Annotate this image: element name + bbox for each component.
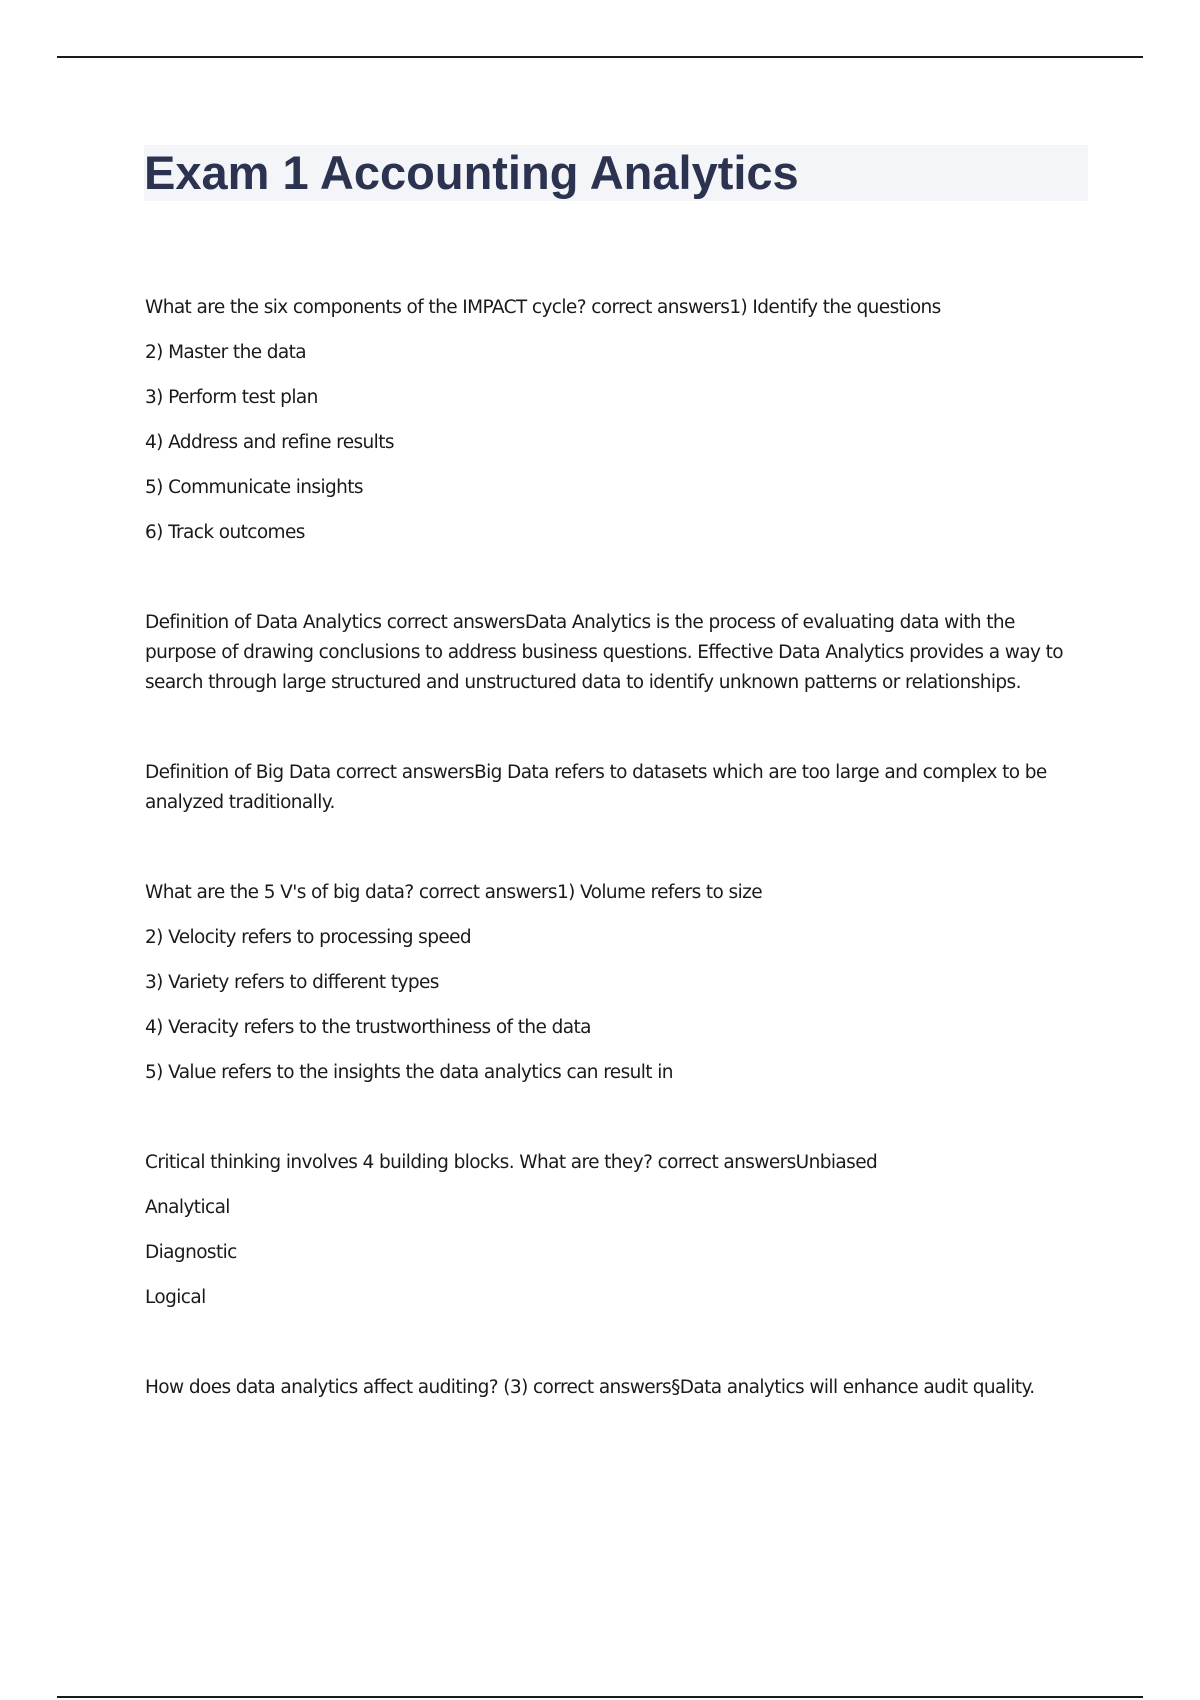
answer-line: 3) Variety refers to different types <box>145 972 439 993</box>
qa-big-data-definition <box>145 758 1090 818</box>
question-line: How does data analytics affect auditing? (3) correct answers§Data analytics will enhance audit quality. <box>145 1377 1035 1398</box>
answer-line: 5) Value refers to the insights the data analytics can result in <box>145 1062 673 1083</box>
qa-impact-cycle <box>145 293 1090 548</box>
answer-line: Logical <box>145 1287 206 1308</box>
question-line: What are the 5 V's of big data? correct answers1) Volume refers to size <box>145 882 763 903</box>
qa-five-vs <box>145 878 1090 1088</box>
answer-line: Analytical <box>145 1197 230 1218</box>
qa-paragraph: Definition of Data Analytics correct answersData Analytics is the process of evaluating data with the purpose of drawing conclusions to address business questions. Effective Data Analytics provides a way to search through large structured and unstructured data to identify unknown patterns or relationships. <box>145 612 1063 693</box>
qa-critical-thinking <box>145 1148 1090 1313</box>
footer-rule <box>57 1696 1143 1698</box>
answer-line: 5) Communicate insights <box>145 477 363 498</box>
header-rule <box>57 56 1143 58</box>
answer-line: 2) Velocity refers to processing speed <box>145 927 472 948</box>
question-line: What are the six components of the IMPACT cycle? correct answers1) Identify the questions <box>145 297 941 318</box>
answer-line: 4) Address and refine results <box>145 432 394 453</box>
qa-data-analytics-definition <box>145 608 1090 698</box>
document-title: Exam 1 Accounting Analytics <box>144 146 799 199</box>
answer-line: 4) Veracity refers to the trustworthiness of the data <box>145 1017 591 1038</box>
qa-paragraph: Definition of Big Data correct answersBig Data refers to datasets which are too large and complex to be analyzed traditionally. <box>145 762 1047 813</box>
qa-auditing <box>145 1373 1090 1403</box>
answer-line: 6) Track outcomes <box>145 522 305 543</box>
answer-line: 3) Perform test plan <box>145 387 318 408</box>
question-line: Critical thinking involves 4 building blocks. What are they? correct answersUnbiased <box>145 1152 878 1173</box>
document-body <box>145 293 1090 1403</box>
answer-line: Diagnostic <box>145 1242 237 1263</box>
answer-line: 2) Master the data <box>145 342 307 363</box>
